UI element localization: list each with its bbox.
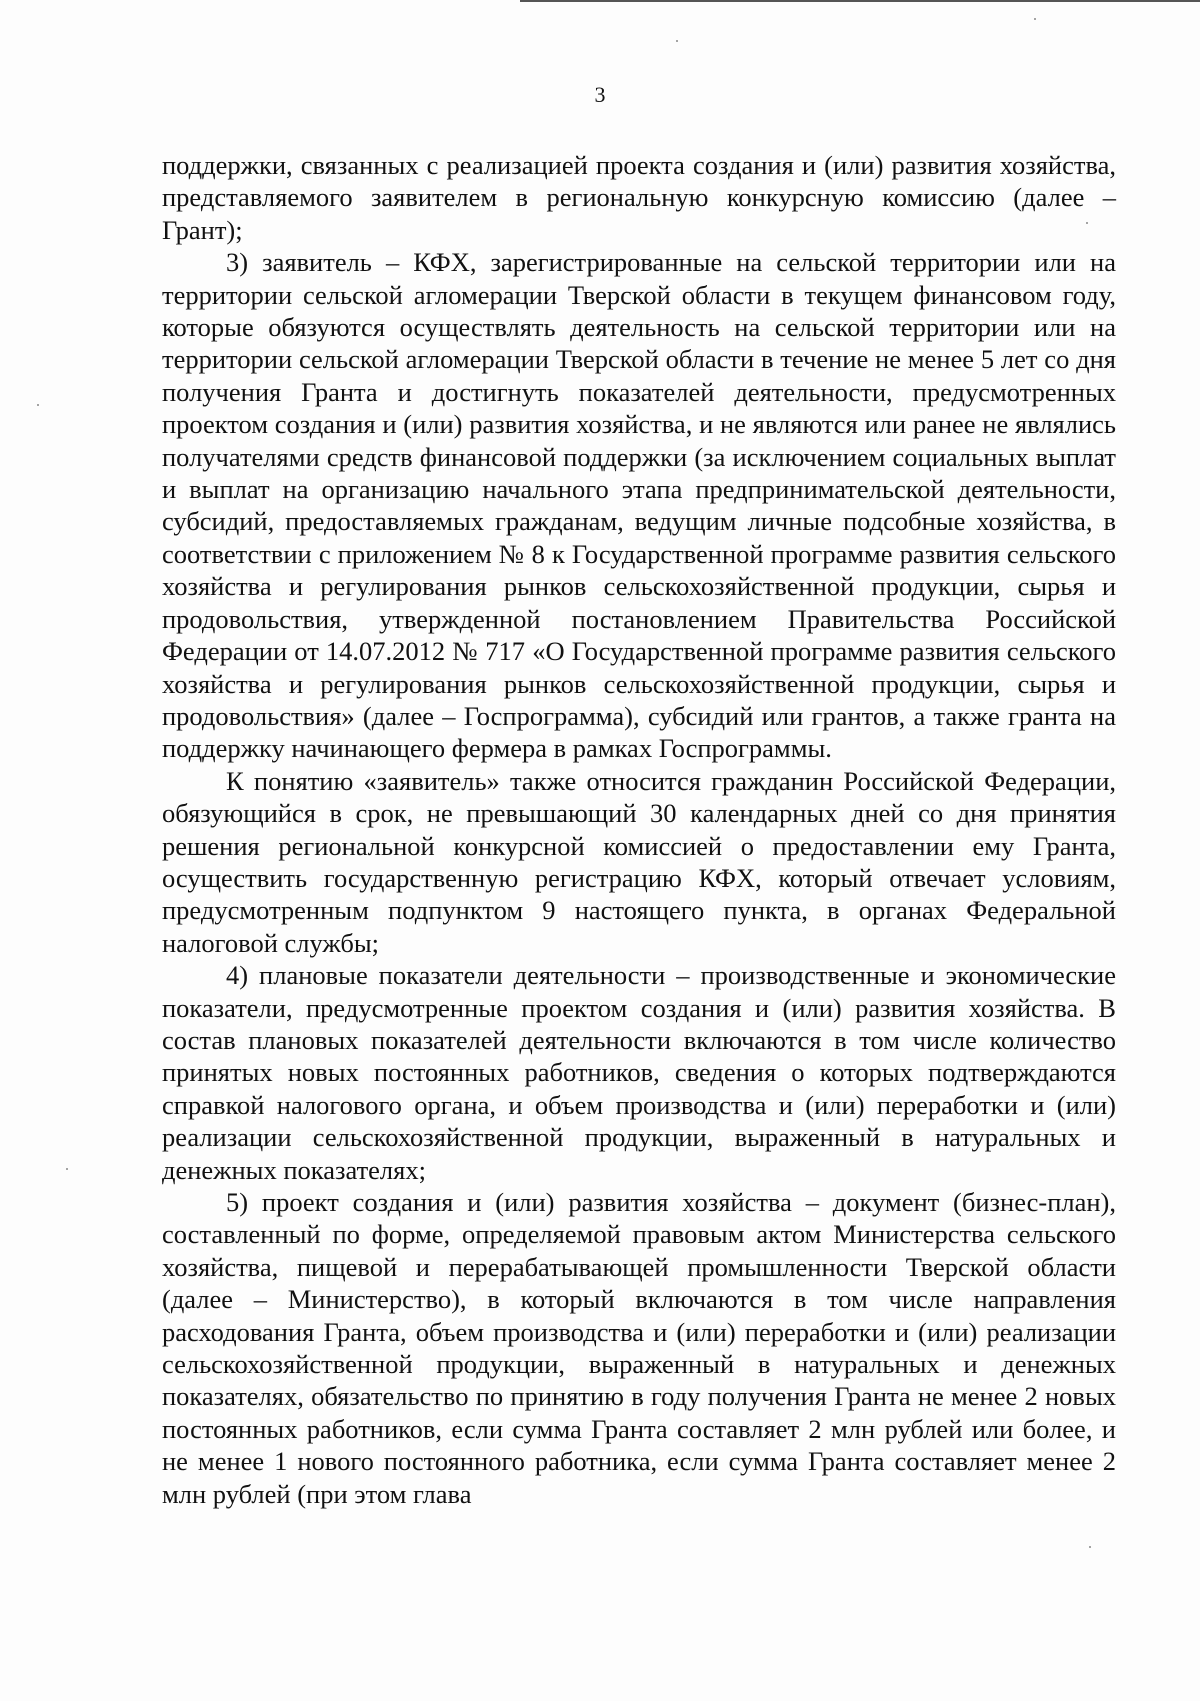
paragraph: 4) плановые показатели деятельности – производственные и экономические показатели, предусмотренные проектом создания и (или) развития хозяйства. В состав плановых показателей деятельности включаются в том числе количество принятых новых постоянных работников, сведения о которых подтверждаются справкой налогового органа, и объем производства и (или) переработки и (или) реализации сельскохозяйственной продукции, выраженный в натуральных и денежных показателях; xyxy=(162,960,1116,1185)
scan-speck xyxy=(1089,1546,1091,1548)
paragraph: К понятию «заявитель» также относится гражданин Российской Федерации, обязующийся в срок, не превышающий 30 календарных дней со дня принятия решения региональной конкурсной комиссией о предоставлении ему Гранта, осуществить государственную регистрацию КФХ, который отвечает условиям, предусмотренным подпунктом 9 настоящего пункта, в органах Федеральной налоговой службы; xyxy=(162,765,1116,958)
scan-speck xyxy=(1034,18,1036,20)
paragraph: 5) проект создания и (или) развития хозяйства – документ (бизнес-план), составленный по форме, определяемой правовым актом Министерства сельского хозяйства, пищевой и перерабатывающей промышленности Тверской области (далее – Министерство), в который включаются в том числе направления расходования Гранта, объем производства и (или) переработки и (или) реализации сельскохозяйственной продукции, выраженный в натуральных и денежных показателях, обязательство по принятию в году получения Гранта не менее 2 новых постоянных работников, если сумма Гранта составляет 2 млн рублей или более, и не менее 1 нового постоянного работника, если сумма Гранта составляет менее 2 млн рублей (при этом глава xyxy=(162,1187,1116,1509)
scan-top-edge xyxy=(520,0,1200,2)
paragraph: 3) заявитель – КФХ, зарегистрированные на сельской территории или на территории сельской агломерации Тверской области в текущем финансовом году, которые обязуются осуществлять деятельность на сельской территории или на территории сельской агломерации Тверской области в течение не менее 5 лет со дня получения Гранта и достигнуть показателей деятельности, предусмотренных проектом создания и (или) развития хозяйства, и не являются или ранее не являлись получателями средств финансовой поддержки (за исключением социальных выплат и выплат на организацию начального этапа предпринимательской деятельности, субсидий, предоставляемых гражданам, ведущим личные подсобные хозяйства, в соответствии с приложением № 8 к Государственной программе развития сельского хозяйства и регулирования рынков сельскохозяйственной продукции, сырья и продовольствия, утвержденной постановлением Правительства Российской Федерации от 14.07.2012 № 717 «О Государственной программе развития сельского хозяйства и регулирования рынков сельскохозяйственной продукции, сырья и продовольствия» (далее – Госпрограмма), субсидий или грантов, а также гранта на поддержку начинающего фермера в рамках Госпрограммы. xyxy=(162,247,1116,764)
scan-speck xyxy=(66,1168,68,1170)
document-body xyxy=(162,149,1116,1510)
scan-speck xyxy=(37,404,39,406)
paragraph: поддержки, связанных с реализацией проекта создания и (или) развития хозяйства, представляемого заявителем в региональную конкурсную комиссию (далее – Грант); xyxy=(162,150,1116,245)
scan-speck xyxy=(676,40,678,42)
page-number: 3 xyxy=(594,82,606,107)
